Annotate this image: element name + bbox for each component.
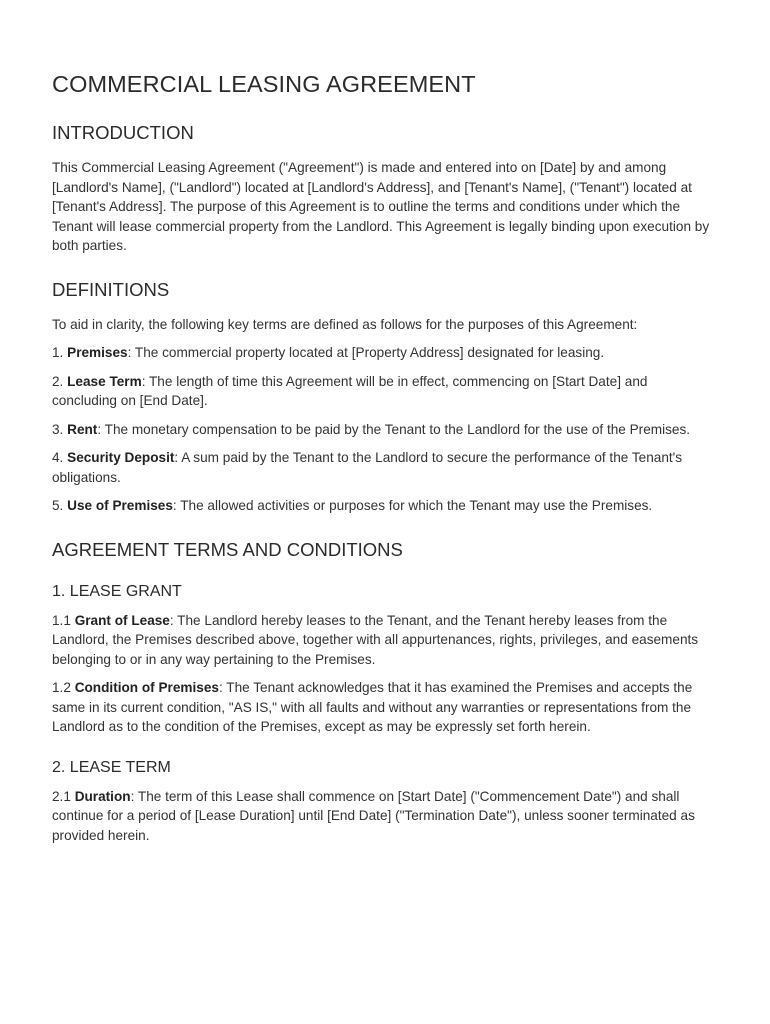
document-title: COMMERCIAL LEASING AGREEMENT [52, 71, 476, 97]
definition-term: Rent [67, 421, 98, 437]
definitions-heading: DEFINITIONS [52, 278, 170, 300]
introduction-heading: INTRODUCTION [52, 122, 194, 143]
lease-grant-heading: 1. LEASE GRANT [52, 582, 182, 600]
clause-text: : The term of this Lease shall commence on [Start Date] ("Commencement Date") and shall continue for a period of [Lease Duration] until [End Date] ("Termination Date"), unless sooner terminated as provided herein. [52, 788, 695, 843]
definition-item [52, 343, 715, 363]
definitions-intro: To aid in clarity, the following key terms are defined as follows for the purposes of this Agreement: [52, 316, 638, 332]
definition-item [52, 420, 715, 440]
definition-number: 2. [52, 373, 68, 389]
clause-term: Condition of Premises [74, 680, 219, 695]
lease-term-heading: 2. LEASE TERM [52, 758, 171, 776]
definition-term: Use of Premises [67, 498, 173, 513]
terms-heading: AGREEMENT TERMS AND CONDITIONS [52, 538, 403, 560]
definition-number: 5. [52, 498, 68, 513]
definition-item [52, 448, 715, 487]
clause-number: 2.1 [52, 788, 75, 804]
definition-text: : The monetary compensation to be paid by the Tenant to the Landlord for the use of the Premises. [97, 421, 691, 437]
definition-term: Premises [67, 345, 128, 360]
clause-text: : The Landlord hereby leases to the Tenant, and the Tenant hereby leases from the Landlord, the Premises described above, together with all appurtenances, rights, privileges, and easements belonging to or in any way pertaining to the Premises. [52, 612, 699, 667]
definition-term: Security Deposit [67, 450, 175, 465]
definition-item [52, 496, 715, 516]
clause [52, 678, 715, 737]
introduction-text: This Commercial Leasing Agreement ("Agreement") is made and entered into on [Date] by and among [Landlord's Name], ("Landlord") located at [Landlord's Address], and [Tenant's Name], ("Tenant") located at [Tenant's Address]. The purpose of this Agreement is to outline the terms and conditions under which the Tenant will lease commercial property from the Landlord. This Agreement is legally binding upon execution by both parties. [52, 160, 710, 253]
definition-number: 4. [52, 450, 68, 465]
definition-item [52, 372, 715, 411]
clause-number: 1.2 [52, 680, 75, 695]
definition-term: Lease Term [67, 373, 142, 389]
clause-term: Grant of Lease [74, 612, 170, 628]
definition-number: 1. [52, 345, 68, 360]
clause-number: 1.1 [52, 612, 75, 628]
definition-text: : The commercial property located at [Property Address] designated for leasing. [127, 345, 605, 360]
definition-number: 3. [52, 421, 68, 437]
definition-text: : The allowed activities or purposes for which the Tenant may use the Premises. [172, 498, 653, 513]
clause [52, 611, 715, 670]
definition-text: : A sum paid by the Tenant to the Landlord to secure the performance of the Tenant's obligations. [52, 450, 683, 485]
clause-term: Duration [74, 788, 131, 804]
definition-text: : The length of time this Agreement will be in effect, commencing on [Start Date] and concluding on [End Date]. [52, 373, 648, 408]
clause [52, 787, 715, 846]
clause-text: : The Tenant acknowledges that it has examined the Premises and accepts the same in its current condition, "AS IS," with all faults and without any warranties or representations from the Landlord as to the condition of the Premises, except as may be expressly set forth herein. [52, 680, 693, 734]
